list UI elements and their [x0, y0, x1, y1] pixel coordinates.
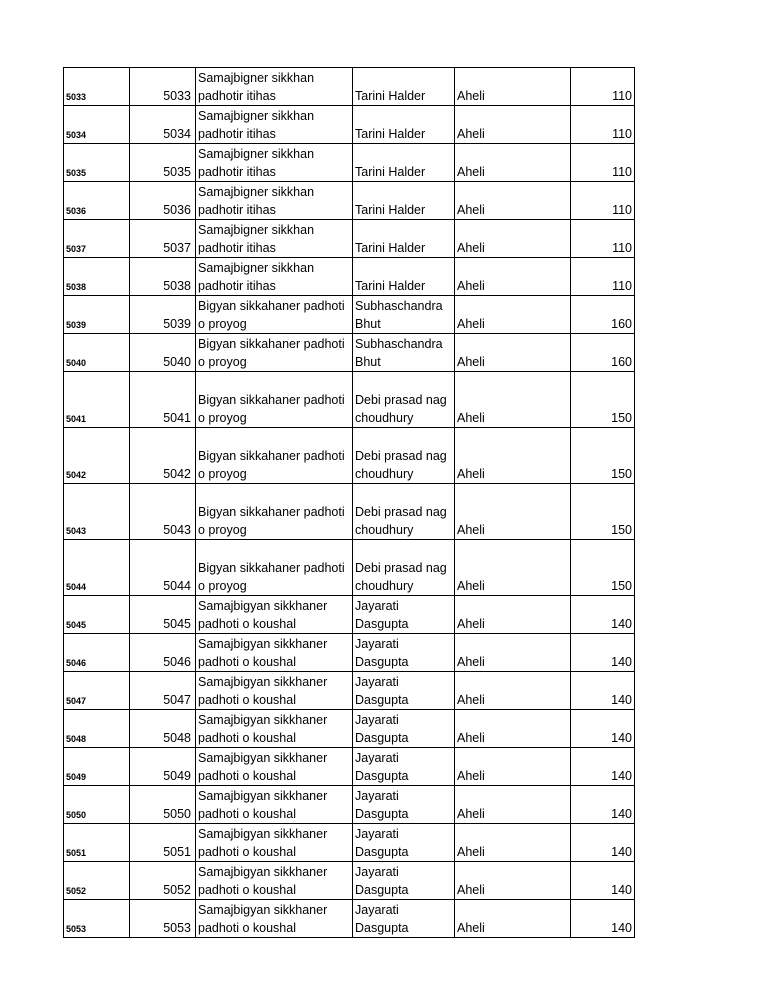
table-row [64, 672, 635, 710]
accession-number-cell: 5051 [130, 824, 196, 862]
author-cell: Jayarati Dasgupta [353, 596, 455, 634]
author-cell: Jayarati Dasgupta [353, 862, 455, 900]
row-id-cell: 5040 [64, 334, 130, 372]
price-cell: 150 [571, 428, 635, 484]
book-title-cell: Samajbigyan sikkhaner padhoti o koushal [196, 824, 353, 862]
price-cell: 160 [571, 296, 635, 334]
price-cell: 110 [571, 68, 635, 106]
book-title-cell: Samajbigyan sikkhaner padhoti o koushal [196, 862, 353, 900]
author-cell: Tarini Halder [353, 68, 455, 106]
accession-number-cell: 5036 [130, 182, 196, 220]
book-title-cell: Samajbigyan sikkhaner padhoti o koushal [196, 900, 353, 938]
accession-number-cell: 5040 [130, 334, 196, 372]
book-title-cell: Samajbigner sikkhan padhotir itihas [196, 182, 353, 220]
table-row [64, 144, 635, 182]
price-cell: 160 [571, 334, 635, 372]
publisher-cell: Aheli [455, 786, 571, 824]
publisher-cell: Aheli [455, 428, 571, 484]
accession-number-cell: 5048 [130, 710, 196, 748]
price-cell: 140 [571, 672, 635, 710]
row-id-cell: 5048 [64, 710, 130, 748]
author-cell: Jayarati Dasgupta [353, 824, 455, 862]
price-cell: 140 [571, 710, 635, 748]
table-row [64, 596, 635, 634]
price-cell: 140 [571, 824, 635, 862]
row-id-cell: 5052 [64, 862, 130, 900]
publisher-cell: Aheli [455, 900, 571, 938]
accession-number-cell: 5035 [130, 144, 196, 182]
price-cell: 110 [571, 182, 635, 220]
table-row [64, 634, 635, 672]
publisher-cell: Aheli [455, 258, 571, 296]
row-id-cell: 5035 [64, 144, 130, 182]
table-row [64, 258, 635, 296]
book-title-cell: Bigyan sikkahaner padhoti o proyog [196, 484, 353, 540]
table-row [64, 428, 635, 484]
price-cell: 150 [571, 372, 635, 428]
book-title-cell: Samajbigner sikkhan padhotir itihas [196, 106, 353, 144]
publisher-cell: Aheli [455, 634, 571, 672]
row-id-cell: 5051 [64, 824, 130, 862]
book-title-cell: Bigyan sikkahaner padhoti o proyog [196, 372, 353, 428]
table-row [64, 296, 635, 334]
author-cell: Debi prasad nag choudhury [353, 372, 455, 428]
book-title-cell: Bigyan sikkahaner padhoti o proyog [196, 334, 353, 372]
publisher-cell: Aheli [455, 372, 571, 428]
row-id-cell: 5036 [64, 182, 130, 220]
row-id-cell: 5046 [64, 634, 130, 672]
accession-number-cell: 5049 [130, 748, 196, 786]
row-id-cell: 5043 [64, 484, 130, 540]
table-row [64, 372, 635, 428]
table-row [64, 900, 635, 938]
author-cell: Tarini Halder [353, 220, 455, 258]
table-row [64, 748, 635, 786]
book-title-cell: Samajbigner sikkhan padhotir itihas [196, 68, 353, 106]
book-title-cell: Samajbigyan sikkhaner padhoti o koushal [196, 596, 353, 634]
row-id-cell: 5053 [64, 900, 130, 938]
book-title-cell: Samajbigyan sikkhaner padhoti o koushal [196, 786, 353, 824]
book-title-cell: Samajbigyan sikkhaner padhoti o koushal [196, 748, 353, 786]
author-cell: Jayarati Dasgupta [353, 748, 455, 786]
table-row [64, 182, 635, 220]
author-cell: Jayarati Dasgupta [353, 710, 455, 748]
author-cell: Tarini Halder [353, 182, 455, 220]
publisher-cell: Aheli [455, 540, 571, 596]
publisher-cell: Aheli [455, 334, 571, 372]
row-id-cell: 5039 [64, 296, 130, 334]
table-row [64, 334, 635, 372]
publisher-cell: Aheli [455, 710, 571, 748]
accession-number-cell: 5039 [130, 296, 196, 334]
publisher-cell: Aheli [455, 596, 571, 634]
author-cell: Jayarati Dasgupta [353, 634, 455, 672]
row-id-cell: 5034 [64, 106, 130, 144]
price-cell: 110 [571, 144, 635, 182]
table-row [64, 824, 635, 862]
table-row [64, 484, 635, 540]
price-cell: 110 [571, 220, 635, 258]
accession-number-cell: 5052 [130, 862, 196, 900]
publisher-cell: Aheli [455, 824, 571, 862]
author-cell: Debi prasad nag choudhury [353, 540, 455, 596]
accession-number-cell: 5042 [130, 428, 196, 484]
row-id-cell: 5047 [64, 672, 130, 710]
author-cell: Jayarati Dasgupta [353, 786, 455, 824]
publisher-cell: Aheli [455, 748, 571, 786]
author-cell: Debi prasad nag choudhury [353, 484, 455, 540]
price-cell: 140 [571, 596, 635, 634]
publisher-cell: Aheli [455, 862, 571, 900]
accession-number-cell: 5033 [130, 68, 196, 106]
table-row [64, 540, 635, 596]
accession-number-cell: 5050 [130, 786, 196, 824]
row-id-cell: 5045 [64, 596, 130, 634]
row-id-cell: 5041 [64, 372, 130, 428]
row-id-cell: 5042 [64, 428, 130, 484]
price-cell: 110 [571, 258, 635, 296]
author-cell: Debi prasad nag choudhury [353, 428, 455, 484]
publisher-cell: Aheli [455, 672, 571, 710]
row-id-cell: 5037 [64, 220, 130, 258]
publisher-cell: Aheli [455, 484, 571, 540]
publisher-cell: Aheli [455, 182, 571, 220]
book-title-cell: Bigyan sikkahaner padhoti o proyog [196, 540, 353, 596]
book-title-cell: Bigyan sikkahaner padhoti o proyog [196, 296, 353, 334]
price-cell: 140 [571, 634, 635, 672]
book-title-cell: Samajbigyan sikkhaner padhoti o koushal [196, 710, 353, 748]
book-table-body [64, 68, 635, 938]
author-cell: Tarini Halder [353, 106, 455, 144]
publisher-cell: Aheli [455, 144, 571, 182]
publisher-cell: Aheli [455, 68, 571, 106]
accession-number-cell: 5044 [130, 540, 196, 596]
table-row [64, 710, 635, 748]
book-title-cell: Samajbigner sikkhan padhotir itihas [196, 220, 353, 258]
price-cell: 140 [571, 862, 635, 900]
price-cell: 150 [571, 484, 635, 540]
table-row [64, 220, 635, 258]
author-cell: Subhaschandra Bhut [353, 334, 455, 372]
accession-number-cell: 5038 [130, 258, 196, 296]
table-row [64, 862, 635, 900]
accession-number-cell: 5041 [130, 372, 196, 428]
book-table [63, 67, 635, 938]
author-cell: Tarini Halder [353, 258, 455, 296]
publisher-cell: Aheli [455, 220, 571, 258]
row-id-cell: 5044 [64, 540, 130, 596]
accession-number-cell: 5046 [130, 634, 196, 672]
table-row [64, 106, 635, 144]
accession-number-cell: 5037 [130, 220, 196, 258]
accession-number-cell: 5043 [130, 484, 196, 540]
book-title-cell: Samajbigner sikkhan padhotir itihas [196, 144, 353, 182]
price-cell: 140 [571, 900, 635, 938]
accession-number-cell: 5047 [130, 672, 196, 710]
price-cell: 140 [571, 786, 635, 824]
accession-number-cell: 5053 [130, 900, 196, 938]
author-cell: Subhaschandra Bhut [353, 296, 455, 334]
row-id-cell: 5050 [64, 786, 130, 824]
publisher-cell: Aheli [455, 296, 571, 334]
row-id-cell: 5049 [64, 748, 130, 786]
book-title-cell: Bigyan sikkahaner padhoti o proyog [196, 428, 353, 484]
price-cell: 140 [571, 748, 635, 786]
price-cell: 150 [571, 540, 635, 596]
book-title-cell: Samajbigner sikkhan padhotir itihas [196, 258, 353, 296]
publisher-cell: Aheli [455, 106, 571, 144]
author-cell: Jayarati Dasgupta [353, 672, 455, 710]
accession-number-cell: 5034 [130, 106, 196, 144]
book-title-cell: Samajbigyan sikkhaner padhoti o koushal [196, 672, 353, 710]
row-id-cell: 5033 [64, 68, 130, 106]
price-cell: 110 [571, 106, 635, 144]
book-title-cell: Samajbigyan sikkhaner padhoti o koushal [196, 634, 353, 672]
author-cell: Jayarati Dasgupta [353, 900, 455, 938]
row-id-cell: 5038 [64, 258, 130, 296]
table-row [64, 68, 635, 106]
table-row [64, 786, 635, 824]
author-cell: Tarini Halder [353, 144, 455, 182]
accession-number-cell: 5045 [130, 596, 196, 634]
